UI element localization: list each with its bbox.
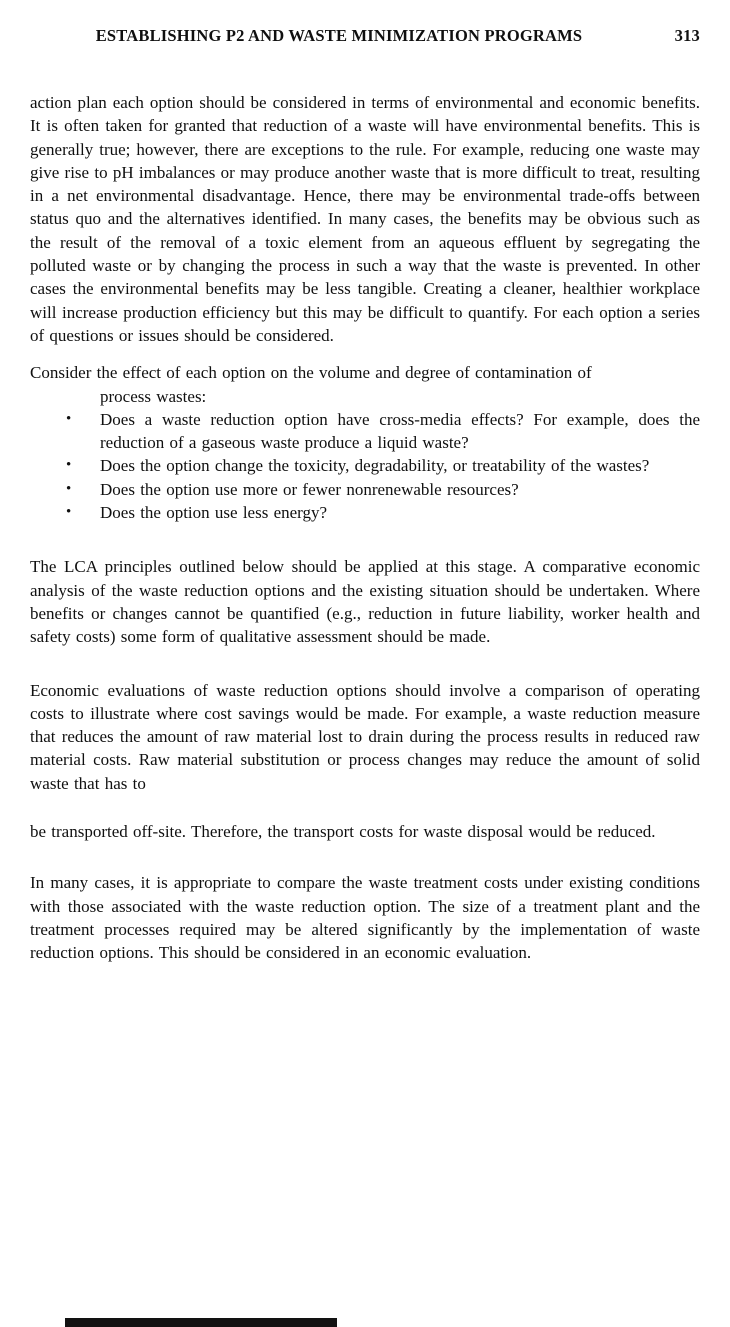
bullet-text: Does the option use less energy? — [100, 503, 328, 523]
bullet-dot-icon: • — [66, 480, 72, 497]
bullet-item — [30, 478, 700, 501]
paragraph-treatment-costs: In many cases, it is appropriate to compare the waste treatment costs under existing conditions with those associated with the waste reduction option. The size of a treatment plant and the treatment processes required may be altered significantly by the implementation of waste reduction options. This should be considered in an economic evaluation. — [30, 873, 700, 963]
page-header — [30, 26, 700, 46]
scan-artifact-bar — [65, 1318, 337, 1327]
bullet-list — [30, 408, 700, 524]
bullet-dot-icon: • — [66, 504, 72, 521]
bullet-text: Does the option use more or fewer nonrenewable resources? — [100, 479, 519, 499]
page-number: 313 — [674, 26, 700, 45]
bullet-item — [30, 454, 700, 477]
paragraph-economic-evaluations: Economic evaluations of waste reduction options should involve a comparison of operating costs to illustrate where cost savings would be made. For example, a waste reduction measure that reduces the amount of raw material lost to drain during the process results in reduced raw material costs. Raw material substitution or process changes may reduce the amount of solid waste that has to — [30, 680, 700, 793]
running-head-title: ESTABLISHING P2 AND WASTE MINIMIZATION PROGRAMS — [95, 26, 583, 45]
bullet-text: Does the option change the toxicity, degradability, or treatability of the wastes? — [100, 456, 650, 476]
consider-intro-line: Consider the effect of each option on the volume and degree of contamination of — [30, 363, 592, 383]
consider-indent-line: process wastes: — [100, 386, 207, 406]
bullet-dot-icon: • — [66, 457, 72, 474]
bullet-item — [30, 408, 700, 455]
paragraph-transport-costs: be transported off-site. Therefore, the transport costs for waste disposal would be reduced. — [30, 822, 656, 842]
paragraph-environmental-benefits: action plan each option should be considered in terms of environmental and economic benefits. It is often taken for granted that reduction of a waste will have environmental benefits. This is generally true; however, there are exceptions to the rule. For example, reducing one waste may give rise to pH imbalances or may produce another waste that is more difficult to treat, resulting in a net environmental disadvantage. Hence, there may be environmental trade-offs between status quo and the alternatives identified. In many cases, the benefits may be obvious such as the result of the removal of a toxic element from an aqueous effluent by segregating the polluted waste or by changing the process in such a way that the waste is prevented. In other cases the environmental benefits may be less tangible. Creating a cleaner, healthier workplace will increase production efficiency but this may be difficult to quantify. For each option a series of questions or issues should be considered. — [30, 93, 700, 345]
bullet-text: Does a waste reduction option have cross-media effects? For example, does the reduction of a gaseous waste produce a liquid waste? — [100, 409, 700, 453]
bullet-dot-icon: • — [66, 410, 72, 427]
bullet-item — [30, 501, 700, 524]
consider-section — [30, 361, 700, 524]
paragraph-lca-principles: The LCA principles outlined below should be applied at this stage. A comparative economic analysis of the waste reduction options and the existing situation should be undertaken. Where benefits or changes cannot be quantified (e.g., reduction in future liability, worker health and safety costs) some form of qualitative assessment should be made. — [30, 557, 700, 647]
